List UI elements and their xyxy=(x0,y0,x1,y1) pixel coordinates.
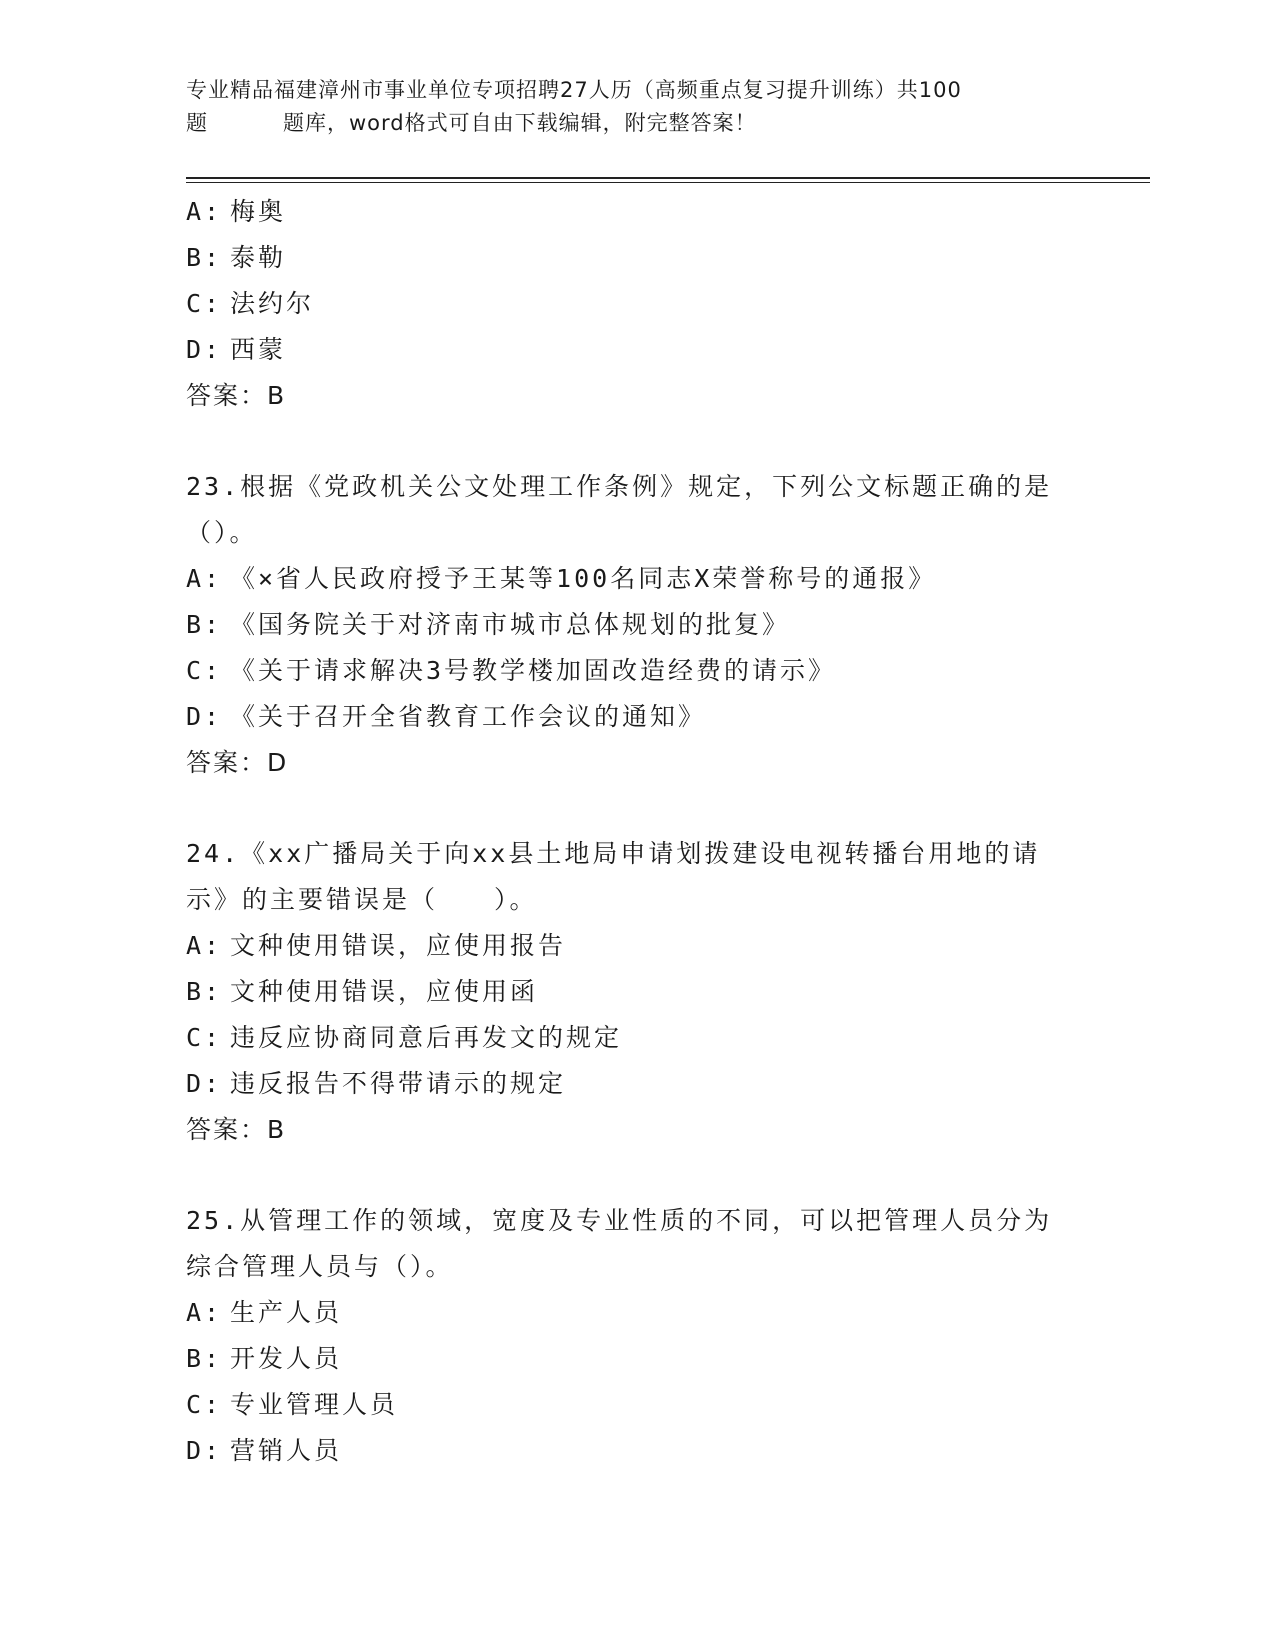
option-letter: A: xyxy=(186,931,223,960)
answer-line: 答案：D xyxy=(186,748,289,777)
option-letter: C: xyxy=(186,1023,223,1052)
option-letter: C: xyxy=(186,1390,223,1419)
option-text: 《国务院关于对济南市城市总体规划的批复》 xyxy=(230,610,791,639)
option-c xyxy=(186,648,1086,694)
option-b xyxy=(186,602,1086,648)
option-letter: A: xyxy=(186,1298,223,1327)
question-content xyxy=(186,189,1086,1474)
option-letter: B: xyxy=(186,1344,223,1373)
header-divider-thin xyxy=(186,182,1150,183)
answer-line: 答案：B xyxy=(186,1115,287,1144)
option-c xyxy=(186,1382,1086,1428)
header-title-fragment: 题 xyxy=(186,111,208,135)
option-b xyxy=(186,235,1086,281)
option-text: 开发人员 xyxy=(230,1344,343,1373)
option-text: 营销人员 xyxy=(230,1436,343,1465)
option-letter: D: xyxy=(186,1069,223,1098)
option-text: 文种使用错误，应使用函 xyxy=(230,977,539,1006)
option-letter: C: xyxy=(186,289,223,318)
option-d xyxy=(186,1061,1086,1107)
question-text: 24.《xx广播局关于向xx县土地局申请划拨建设电视转播台用地的请 xyxy=(186,839,1041,868)
spacer xyxy=(186,419,1086,464)
option-text: 法约尔 xyxy=(230,289,315,318)
spacer xyxy=(186,1153,1086,1198)
option-text: 梅奥 xyxy=(230,197,287,226)
header-title-line-2 xyxy=(186,107,1086,140)
option-text: 生产人员 xyxy=(230,1298,343,1327)
option-letter: D: xyxy=(186,335,223,364)
option-text: 《×省人民政府授予王某等100名同志X荣誉称号的通报》 xyxy=(230,564,937,593)
header-title-fragment-2: 题库，word格式可自由下载编辑，附完整答案！ xyxy=(283,111,757,135)
option-text: 违反应协商同意后再发文的规定 xyxy=(230,1023,623,1052)
header-divider-thick xyxy=(186,177,1150,179)
option-c xyxy=(186,281,1086,327)
option-text: 泰勒 xyxy=(230,243,287,272)
question-block-24 xyxy=(186,831,1086,1153)
option-letter: A: xyxy=(186,197,223,226)
option-letter: B: xyxy=(186,977,223,1006)
option-text: 专业管理人员 xyxy=(230,1390,399,1419)
question-block-23 xyxy=(186,464,1086,786)
option-letter: B: xyxy=(186,610,223,639)
option-text: 《关于请求解决3号教学楼加固改造经费的请示》 xyxy=(230,656,837,685)
spacer xyxy=(186,786,1086,831)
question-text-cont: 示》的主要错误是（ ）。 xyxy=(186,885,538,914)
option-a xyxy=(186,189,1086,235)
option-a xyxy=(186,1290,1086,1336)
header-title-line: 专业精品福建漳州市事业单位专项招聘27人历（高频重点复习提升训练）共100 xyxy=(186,78,962,102)
document-header xyxy=(186,74,1086,140)
option-a xyxy=(186,556,1086,602)
question-text: 23.根据《党政机关公文处理工作条例》规定，下列公文标题正确的是 xyxy=(186,472,1053,501)
option-letter: A: xyxy=(186,564,223,593)
option-b xyxy=(186,969,1086,1015)
option-letter: C: xyxy=(186,656,223,685)
question-text: 25.从管理工作的领域，宽度及专业性质的不同，可以把管理人员分为 xyxy=(186,1206,1053,1235)
option-d xyxy=(186,1428,1086,1474)
question-text-cont: （）。 xyxy=(186,518,258,547)
option-c xyxy=(186,1015,1086,1061)
question-text-cont: 综合管理人员与（）。 xyxy=(186,1252,454,1281)
question-block-25 xyxy=(186,1198,1086,1474)
option-letter: D: xyxy=(186,1436,223,1465)
option-text: 《关于召开全省教育工作会议的通知》 xyxy=(230,702,707,731)
option-d xyxy=(186,327,1086,373)
option-letter: B: xyxy=(186,243,223,272)
option-b xyxy=(186,1336,1086,1382)
option-a xyxy=(186,923,1086,969)
option-letter: D: xyxy=(186,702,223,731)
question-block-22 xyxy=(186,189,1086,419)
header-gap xyxy=(208,107,283,140)
option-d xyxy=(186,694,1086,740)
option-text: 西蒙 xyxy=(230,335,287,364)
answer-line: 答案：B xyxy=(186,381,287,410)
option-text: 违反报告不得带请示的规定 xyxy=(230,1069,567,1098)
option-text: 文种使用错误，应使用报告 xyxy=(230,931,567,960)
